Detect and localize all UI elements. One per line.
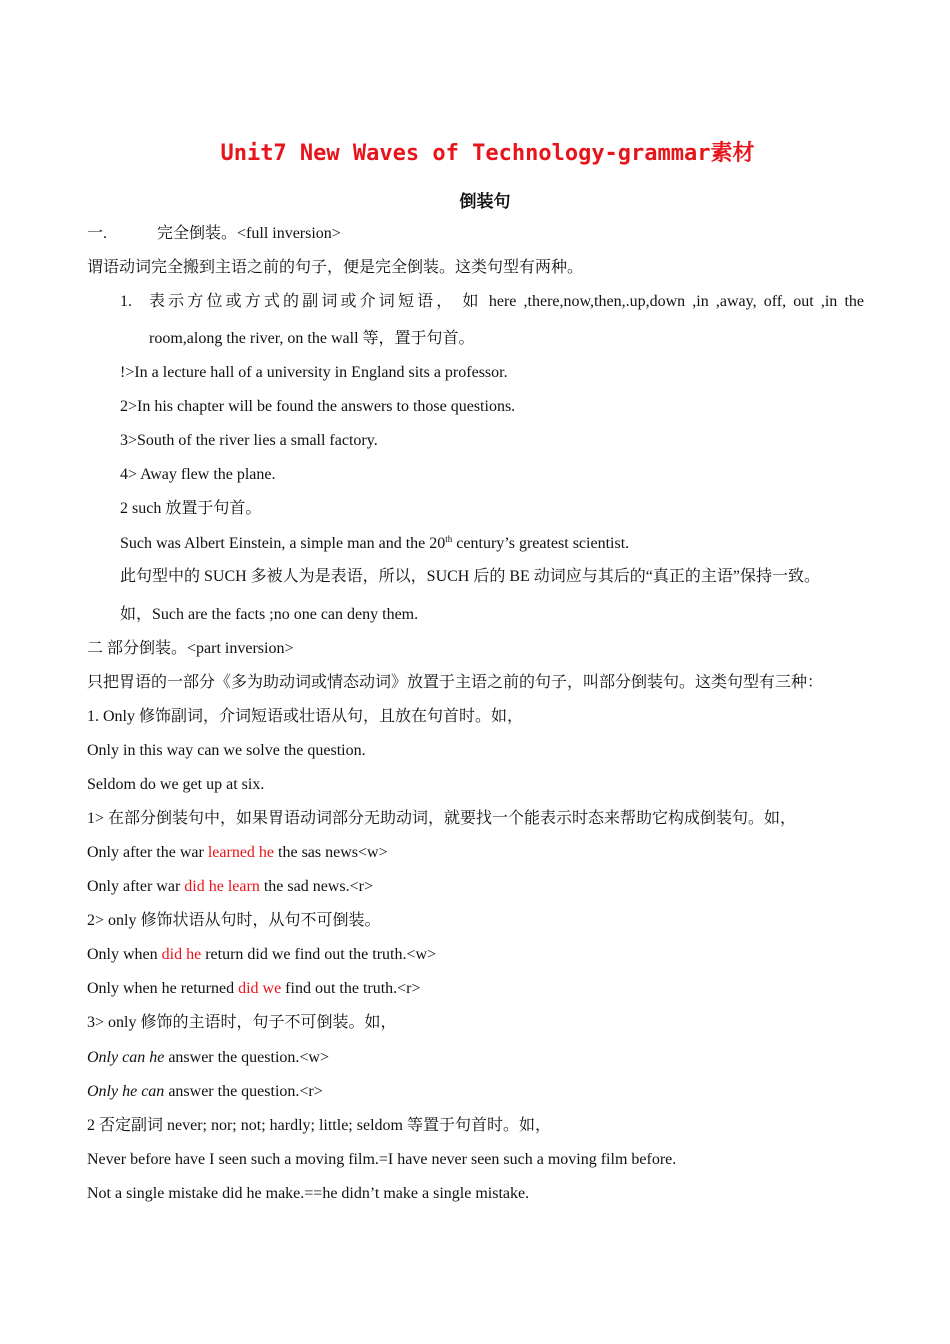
right-example-2 [87,979,421,999]
document-subtitle: 倒装句 [459,192,511,212]
right-example-1 [87,877,373,897]
point-1-example-1: Only in this way can we solve the question. [87,742,366,759]
example-2: 2>In his chapter will be found the answers to those questions. [120,398,516,415]
rule-1-line-a: 表示方位或方式的副词或介词短语， 如 here ,there,now,then,.up,down ,in ,away, off, out ,in the [149,293,864,310]
point-2-example-1: Never before have I seen such a moving film.=I have never seen such a moving film before. [87,1151,677,1168]
point-2: 2 否定副词 never; nor; not; hardly; little; seldom 等置于句首时。如， [87,1117,551,1134]
rule-1-number: 1. [120,293,132,310]
highlight-text: did he [161,946,202,963]
right-example-3 [87,1082,323,1102]
example-text: Only after the war [87,844,208,861]
example-text: answer the question.<r> [164,1083,323,1100]
example-6: 如，Such are the facts ;no one can deny them. [120,606,419,623]
example-3: 3>South of the river lies a small factory. [120,432,378,449]
example-5-text: Such was Albert Einstein, a simple man and the 20 [120,535,446,552]
example-text: Only when [87,946,162,963]
highlight-text: learned he [207,844,275,861]
example-1: !>In a lecture hall of a university in England sits a professor. [120,364,508,381]
such-note: 此句型中的 SUCH 多被人为是表语，所以，SUCH 后的 BE 动词应与其后的“真正的主语”保持一致。 [120,568,821,585]
point-1-example-2: Seldom do we get up at six. [87,776,265,793]
highlight-text: did he learn [184,878,260,895]
section-1-number: 一. [87,225,108,242]
italic-text: Only he can [87,1083,165,1100]
example-text: return did we find out the truth.<w> [201,946,437,963]
note-2: 2> only 修饰状语从句时，从句不可倒装。 [87,912,381,929]
point-1: 1. Only 修饰副词，介词短语或壮语从句，且放在句首时。如， [87,708,524,725]
section-1-title: 完全倒装。<full inversion> [157,225,341,242]
point-2-example-2: Not a single mistake did he make.==he didn’t make a single mistake. [87,1185,530,1202]
note-1: 1> 在部分倒装句中，如果胃语动词部分无助动词，就要找一个能表示时态来帮助它构成倒装句。如， [87,810,797,827]
example-text: the sad news.<r> [259,878,373,895]
section-1-heading [87,224,341,244]
example-4: 4> Away flew the plane. [120,466,276,483]
wrong-example-3 [87,1048,329,1068]
highlight-text: did we [238,980,282,997]
example-5-superscript: th [445,534,453,544]
rule-2: 2 such 放置于句首。 [120,500,262,517]
example-5 [120,534,629,554]
example-text: find out the truth.<r> [281,980,421,997]
wrong-example-1 [87,843,388,863]
rule-1-line-b: room,along the river, on the wall 等，置于句首。 [149,330,475,347]
note-3: 3> only 修饰的主语时，句子不可倒装。如， [87,1014,397,1031]
document-title: Unit7 New Waves of Technology-grammar素材 [220,141,755,166]
example-text: answer the question.<w> [164,1049,329,1066]
example-5-text-end: century’s greatest scientist. [452,535,630,552]
wrong-example-2 [87,945,436,965]
example-text: Only when he returned [87,980,239,997]
italic-text: Only can he [87,1049,165,1066]
section-2-intro: 只把胃语的一部分《多为助动词或情态动词》放置于主语之前的句子，叫部分倒装句。这类句型有三种： [87,674,824,691]
example-text: the sas news<w> [274,844,388,861]
section-2-heading: 二 部分倒装。<part inversion> [87,640,294,657]
example-text: Only after war [87,878,185,895]
section-1-intro: 谓语动词完全搬到主语之前的句子，便是完全倒装。这类句型有两种。 [87,259,584,276]
